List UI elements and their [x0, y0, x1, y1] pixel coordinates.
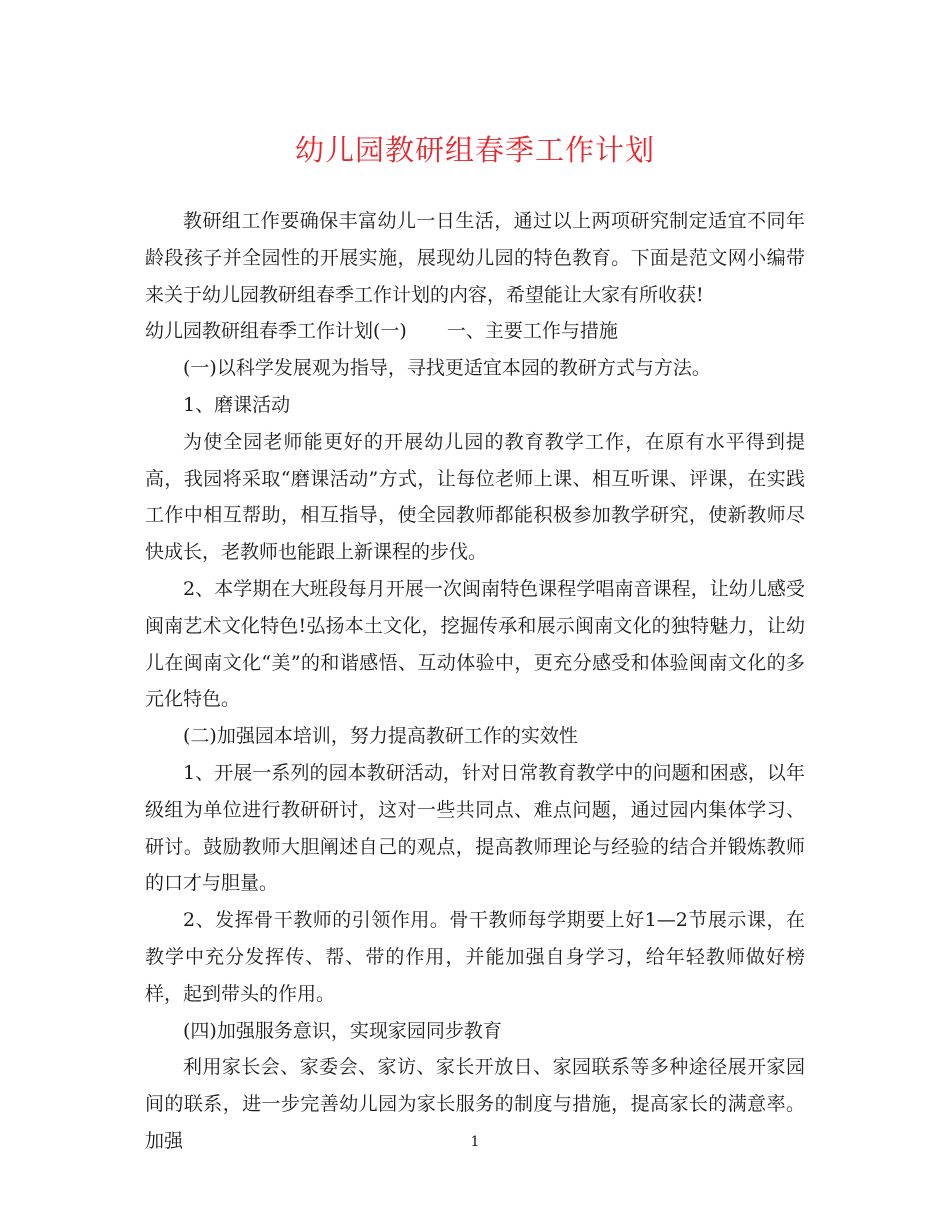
subsection-heading-4: (四)加强服务意识，实现家园同步教育 — [183, 1019, 502, 1042]
subsection-heading-1: (一)以科学发展观为指导，寻找更适宜本园的教研方式与方法。 — [183, 357, 711, 380]
paragraph-home-school: 利用家长会、家委会、家访、家长开放日、家园联系等多种途径展开家园间的联系，进一步完善幼儿园为家长服务的制度与措施，提高家长的满意率。加强 — [145, 1056, 805, 1152]
paragraph-polish-lesson: 为使全园老师能更好的开展幼儿园的教育教学工作，在原有水平得到提高，我园将采取“磨课活动”方式，让每位老师上课、相互听课、评课，在实践工作中相互帮助，相互指导，使全园教师都能积极参加教学研究，使新教师尽快成长，老教师也能跟上新课程的步伐。 — [145, 430, 805, 564]
plan-subtitle: 幼儿园教研组春季工作计划(一) — [145, 320, 407, 343]
intro-paragraph: 教研组工作要确保丰富幼儿一日生活，通过以上两项研究制定适宜不同年龄段孩子并全园性的开展实施，展现幼儿园的特色教育。下面是范文网小编带来关于幼儿园教研组春季工作计划的内容，希望能让大家有所收获! — [145, 210, 805, 306]
plan-heading-line — [145, 313, 805, 350]
paragraph-key-teachers: 2、发挥骨干教师的引领作用。骨干教师每学期要上好1—2节展示课，在教学中充分发挥传、帮、带的作用，并能加强自身学习，给年轻教师做好榜样，起到带头的作用。 — [145, 909, 805, 1005]
document-body — [145, 203, 805, 1160]
document-title: 幼儿园教研组春季工作计划 — [294, 133, 655, 167]
page-number: 1 — [470, 1134, 480, 1150]
paragraph-minnan-culture: 2、本学期在大班段每月开展一次闽南特色课程学唱南音课程，让幼儿感受闽南艺术文化特色!弘扬本土文化，挖掘传承和展示闽南文化的独特魅力，让幼儿在闽南文化“美”的和谐感悟、互动体验中，更充分感受和体验闽南文化的多元化特色。 — [145, 577, 805, 711]
paragraph-school-research: 1、开展一系列的园本教研活动，针对日常教育教学中的问题和困惑，以年级组为单位进行教研研讨，这对一些共同点、难点问题，通过园内集体学习、研讨。鼓励教师大胆阐述自己的观点，提高教师理论与经验的结合并锻炼教师的口才与胆量。 — [145, 761, 805, 895]
item-heading-polish-lesson: 1、磨课活动 — [183, 393, 291, 416]
section-heading-measures: 一、主要工作与措施 — [446, 320, 618, 343]
subsection-heading-2: (二)加强园本培训，努力提高教研工作的实效性 — [183, 725, 578, 748]
